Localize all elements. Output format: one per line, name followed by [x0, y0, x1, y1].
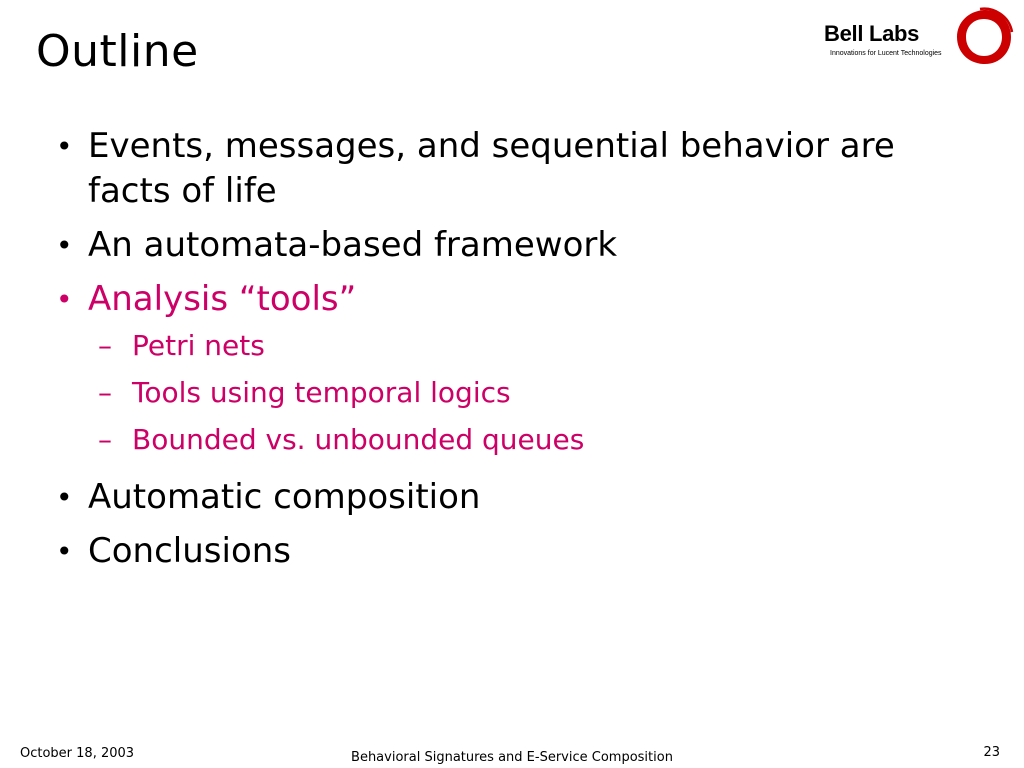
sub-bullet-text: Bounded vs. unbounded queues	[132, 423, 585, 456]
bullet-item	[52, 124, 972, 214]
lucent-ring-icon	[953, 6, 1015, 68]
sub-bullet-group	[52, 322, 972, 463]
bullet-text: Events, messages, and sequential behavior are facts of life	[88, 126, 895, 211]
bullet-item-highlighted	[52, 277, 972, 322]
footer-title: Behavioral Signatures and E-Service Composition	[351, 750, 673, 765]
bullet-item	[52, 529, 972, 574]
sub-bullet-item	[52, 369, 972, 416]
bullet-item	[52, 475, 972, 520]
bullet-marker: •	[56, 481, 73, 514]
bullet-text: An automata-based framework	[88, 225, 618, 265]
bullet-list	[52, 124, 972, 583]
bullet-text: Conclusions	[88, 531, 292, 571]
sub-bullet-list	[52, 322, 972, 463]
bullet-marker: •	[56, 130, 73, 163]
slide-title: Outline	[36, 26, 199, 77]
bullet-marker: •	[56, 283, 73, 316]
footer-date: October 18, 2003	[20, 746, 135, 761]
logo-tagline: Innovations for Lucent Technologies	[830, 50, 942, 57]
bell-labs-logo	[822, 6, 1018, 70]
page-number: 23	[983, 745, 1000, 760]
bullet-text: Analysis “tools”	[88, 279, 357, 319]
sub-bullet-text: Tools using temporal logics	[132, 376, 511, 409]
sub-bullet-marker: –	[98, 329, 112, 362]
sub-bullet-marker: –	[98, 423, 112, 456]
bullet-item	[52, 223, 972, 268]
sub-bullet-item	[52, 322, 972, 369]
sub-bullet-marker: –	[98, 376, 112, 409]
sub-bullet-item	[52, 416, 972, 463]
logo-name: Bell Labs	[824, 21, 920, 46]
sub-bullet-text: Petri nets	[132, 329, 265, 362]
bullet-marker: •	[56, 535, 73, 568]
bullet-marker: •	[56, 229, 73, 262]
bullet-text: Automatic composition	[88, 477, 481, 517]
